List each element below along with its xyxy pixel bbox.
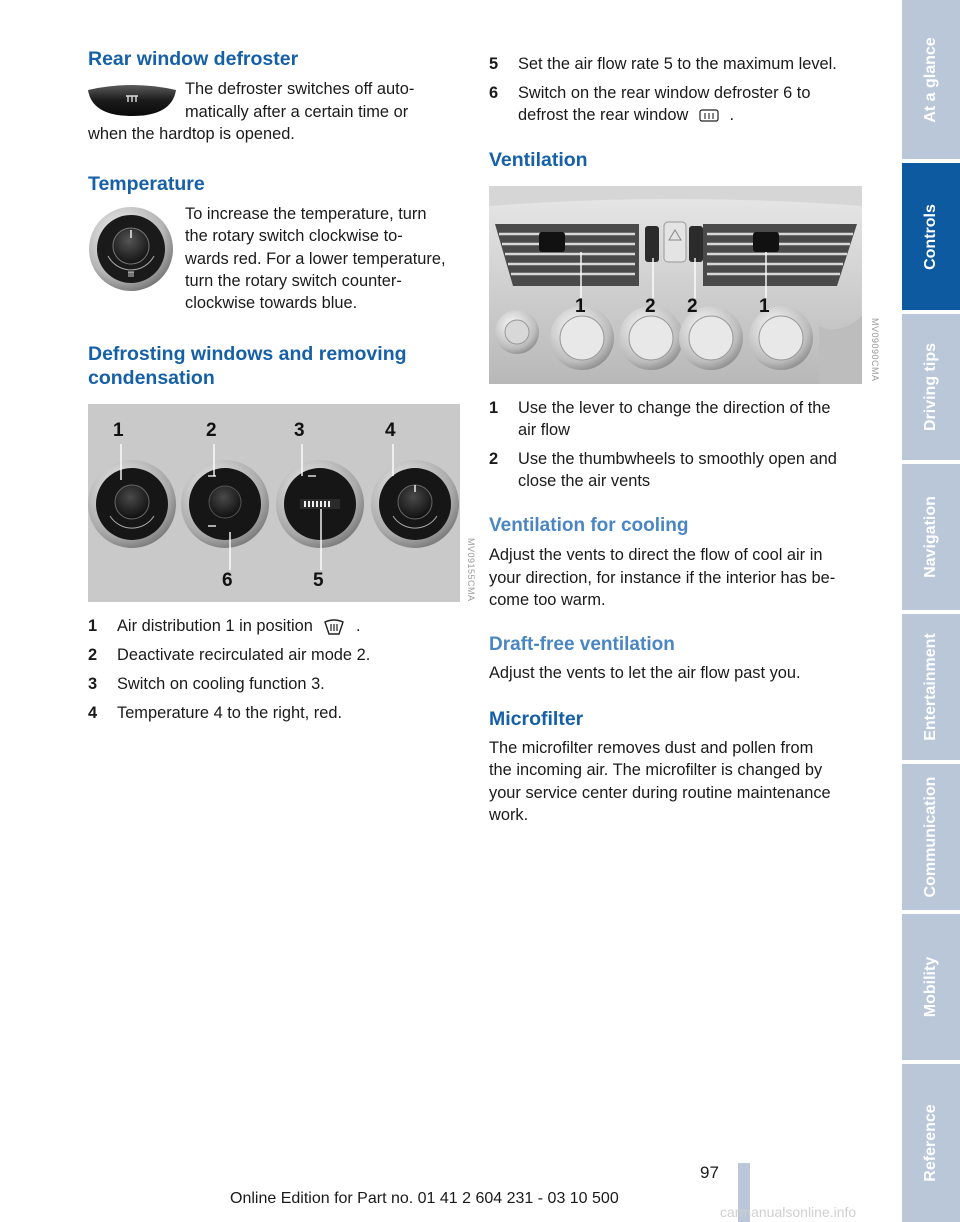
rear-window-defrost-icon [699,109,719,123]
tab-navigation[interactable] [902,464,960,610]
list-item-text-cont: air flow [518,421,570,439]
temperature-knob-image [88,206,174,292]
tab-label: Reference [922,1104,939,1182]
temperature-line-5: clockwise towards blue. [185,294,358,312]
defrosting-heading-line-1: Defrosting windows and removing [88,343,407,365]
callout-2: 2 [206,420,217,441]
step-text-tail: . [729,106,735,124]
ventilation-heading: Ventilation [489,149,588,171]
cooling-line-1: Adjust the vents to direct the flow of cool air in [489,546,823,564]
defrosting-heading-line-2: condensation [88,367,215,389]
figure-code-right: MV09090CMA [870,318,880,382]
microfilter-line-4: work. [489,806,529,824]
microfilter-line-2: the incoming air. The microfilter is changed by [489,761,823,779]
tab-label: Entertainment [922,633,939,741]
list-item [117,615,361,637]
tab-reference[interactable] [902,1064,960,1222]
list-item-number: 1 [489,399,499,417]
microfilter-line-1: The microfilter removes dust and pollen from [489,739,814,757]
list-item: Switch on cooling function 3. [117,675,325,693]
step-number: 5 [489,55,499,73]
list-item-text: Use the thumbwheels to smoothly open and [518,450,837,468]
draftfree-heading: Draft-free ventilation [489,634,675,655]
rear-defroster-text-1: The defroster switches off auto- [185,80,415,98]
watermark: carmanualsonline.info [720,1204,857,1220]
vent-callout-2b: 2 [687,296,698,317]
tab-label: Mobility [922,956,939,1018]
rear-defroster-heading: Rear window defroster [88,48,299,70]
cooling-line-3: come too warm. [489,591,606,609]
list-item-number: 3 [88,675,98,693]
cooling-line-2: your direction, for instance if the interior has be- [489,569,836,587]
temperature-heading: Temperature [88,173,205,195]
microfilter-heading: Microfilter [489,708,584,730]
tab-entertainment[interactable] [902,614,960,760]
temperature-line-1: To increase the temperature, turn [185,205,427,223]
tab-driving-tips[interactable] [902,314,960,460]
edition-footer: Online Edition for Part no. 01 41 2 604 231 - 03 10 500 [230,1190,619,1207]
vent-callout-1b: 1 [759,296,770,317]
figure-code-left: MV09155CMA [466,538,476,602]
cooling-heading: Ventilation for cooling [489,515,689,536]
list-item-text: Air distribution 1 in position [117,617,313,635]
list-item-text: Use the lever to change the direction of the [518,399,831,417]
tab-controls[interactable] [902,163,960,310]
list-item-text-cont: close the air vents [518,472,651,490]
callout-3: 3 [294,420,305,441]
draftfree-line-1: Adjust the vents to let the air flow past you. [489,664,801,682]
rear-defroster-text-3: when the hardtop is opened. [88,125,295,143]
microfilter-line-3: your service center during routine maintenance [489,784,831,802]
step-number: 6 [489,84,499,102]
list-item-tail: . [356,617,361,635]
list-item-number: 4 [88,704,98,722]
step-text: Switch on the rear window defroster 6 to [518,84,811,102]
callout-6: 6 [222,570,233,591]
list-item-number: 2 [88,646,98,664]
vent-callout-1: 1 [575,296,586,317]
step-text-cont [518,104,734,126]
list-item-number: 2 [489,450,499,468]
rear-defroster-button-image [86,82,178,118]
step-text: Set the air flow rate 5 to the maximum level. [518,55,837,73]
callout-5: 5 [313,570,324,591]
defrost-windshield-icon [323,619,345,635]
page-number: 97 [700,1163,719,1182]
tab-label: Communication [922,776,939,898]
callout-4: 4 [385,420,396,441]
list-item: Temperature 4 to the right, red. [117,704,343,722]
temperature-line-3: wards red. For a lower temperature, [185,250,446,268]
tab-at-a-glance[interactable] [902,0,960,159]
list-item-number: 1 [88,617,98,635]
step-text-line-2: defrost the rear window [518,106,689,124]
tab-label: Navigation [922,496,939,578]
vent-callout-2: 2 [645,296,656,317]
tab-label: Controls [922,203,939,270]
tab-label: Driving tips [922,342,939,432]
climate-control-figure [88,404,460,602]
ventilation-figure [489,186,862,384]
temperature-line-4: turn the rotary switch counter- [185,272,402,290]
callout-1: 1 [113,420,124,441]
tab-label: At a glance [922,36,939,123]
rear-defroster-text-2: matically after a certain time or [185,103,409,121]
tab-mobility[interactable] [902,914,960,1060]
temperature-line-2: the rotary switch clockwise to- [185,227,403,245]
tab-communication[interactable] [902,764,960,910]
list-item: Deactivate recirculated air mode 2. [117,646,371,664]
